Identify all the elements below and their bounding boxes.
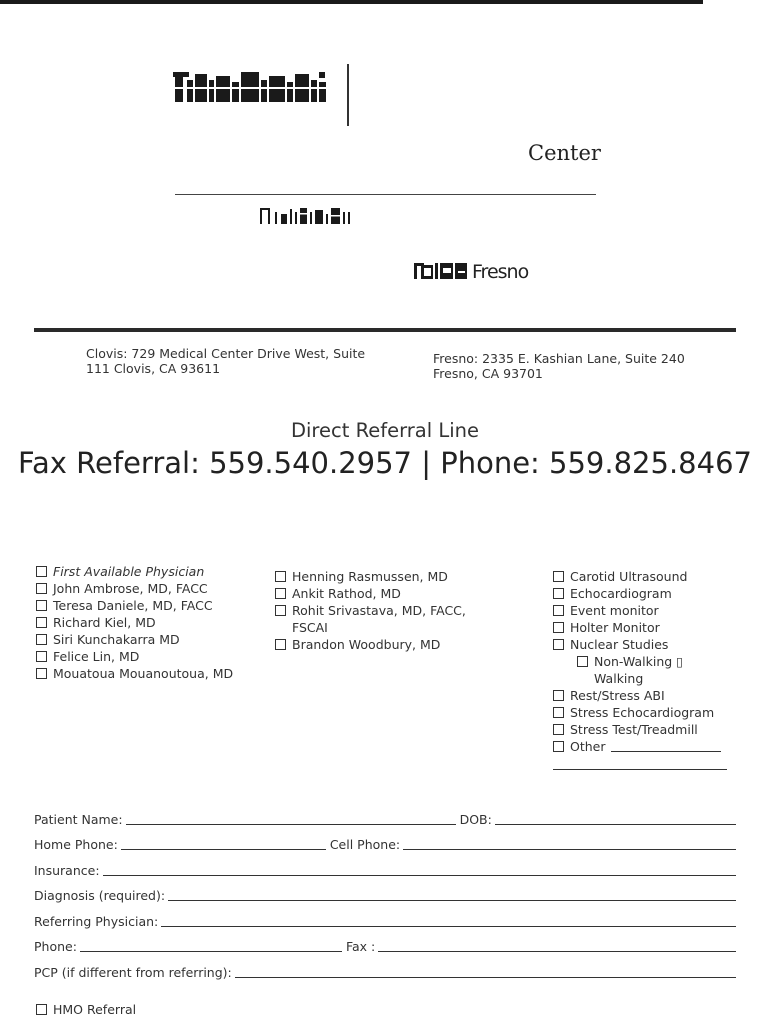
fax-line[interactable]	[378, 940, 736, 952]
checkbox[interactable]	[553, 571, 564, 582]
test-label: Rest/Stress ABI	[570, 688, 665, 703]
top-rule	[0, 0, 703, 4]
checkbox[interactable]	[553, 741, 564, 752]
checkbox[interactable]	[553, 622, 564, 633]
logo-fresno-text: Fresno	[472, 261, 529, 283]
test-option-other[interactable]	[553, 738, 743, 755]
divider-vertical	[347, 64, 349, 126]
cell-phone-line[interactable]	[403, 838, 736, 850]
physician-option[interactable]	[36, 563, 236, 580]
hmo-referral-label: HMO Referral	[53, 1002, 137, 1017]
physician-option[interactable]	[275, 636, 475, 653]
test-label: Stress Echocardiogram	[570, 705, 715, 720]
other-blank-line[interactable]	[553, 759, 727, 770]
fresno-address: Fresno: 2335 E. Kashian Lane, Suite 240 Fresno, CA 93701	[433, 351, 685, 381]
physician-label: John Ambrose, MD, FACC	[53, 581, 208, 596]
checkbox[interactable]	[553, 605, 564, 616]
test-label: Holter Monitor	[570, 620, 660, 635]
physician-label: Mouatoua Mouanoutoua, MD	[53, 666, 234, 681]
logo-mark-glyph	[413, 262, 469, 280]
diagnosis-line[interactable]	[168, 889, 736, 901]
test-list	[553, 568, 743, 770]
field-row-pcp	[34, 954, 736, 980]
checkbox[interactable]	[36, 651, 47, 662]
test-option[interactable]	[553, 568, 743, 585]
checkbox[interactable]	[553, 707, 564, 718]
physician-label: Henning Rasmussen, MD	[292, 569, 448, 584]
checkbox[interactable]	[36, 600, 47, 611]
checkbox[interactable]	[275, 571, 286, 582]
patient-name-label: Patient Name:	[34, 811, 123, 827]
dob-line[interactable]	[495, 813, 736, 825]
header-rule	[34, 328, 736, 332]
test-label: Other	[570, 739, 606, 754]
test-option[interactable]	[553, 721, 743, 738]
insurance-line[interactable]	[103, 864, 736, 876]
field-row-phones	[34, 827, 736, 853]
hmo-referral-option[interactable]	[36, 1001, 136, 1018]
logo-center-word: Center	[528, 141, 601, 165]
physician-option[interactable]	[275, 568, 475, 585]
home-phone-line[interactable]	[121, 838, 326, 850]
nuclear-sub-label: Non-Walking ▯ Walking	[594, 654, 684, 686]
test-option[interactable]	[553, 619, 743, 636]
checkbox[interactable]	[275, 605, 286, 616]
field-row-insurance	[34, 852, 736, 878]
logo-rule	[175, 194, 596, 195]
checkbox[interactable]	[36, 583, 47, 594]
field-row-patient	[34, 801, 736, 827]
pcp-line[interactable]	[235, 966, 736, 978]
physician-option[interactable]	[36, 614, 236, 631]
physician-option[interactable]	[36, 597, 236, 614]
diagnosis-label: Diagnosis (required):	[34, 888, 166, 903]
checkbox[interactable]	[553, 690, 564, 701]
physician-label: Ankit Rathod, MD	[292, 586, 401, 601]
physician-option[interactable]	[36, 631, 236, 648]
physician-option[interactable]	[36, 665, 236, 682]
physician-label: Rohit Srivastava, MD, FACC, FSCAI	[292, 603, 466, 635]
other-blank[interactable]	[611, 738, 721, 752]
physician-option[interactable]	[36, 580, 236, 597]
checkbox[interactable]	[275, 639, 286, 650]
test-option[interactable]	[553, 636, 743, 653]
physician-label: Siri Kunchakarra MD	[53, 632, 180, 647]
checkbox[interactable]	[36, 634, 47, 645]
field-row-phone-fax	[34, 929, 736, 955]
physician-option[interactable]	[275, 585, 475, 602]
physician-label: First Available Physician	[53, 564, 205, 579]
test-option[interactable]	[553, 704, 743, 721]
fax-phone-line: Fax Referral: 559.540.2957 | Phone: 559.825.8467	[18, 446, 752, 480]
pcp-label: PCP (if different from referring):	[34, 964, 232, 980]
test-label: Event monitor	[570, 603, 659, 618]
checkbox[interactable]	[36, 1004, 47, 1015]
test-label: Stress Test/Treadmill	[570, 722, 698, 737]
test-label: Echocardiogram	[570, 586, 672, 601]
home-phone-label: Home Phone:	[34, 837, 118, 852]
physician-label: Teresa Daniele, MD, FACC	[53, 598, 213, 613]
fax-label: Fax :	[345, 939, 376, 954]
physician-label: Felice Lin, MD	[53, 649, 140, 664]
checkbox[interactable]	[275, 588, 286, 599]
physician-list-2	[275, 568, 475, 653]
checkbox[interactable]	[553, 639, 564, 650]
dob-label: DOB:	[459, 811, 492, 827]
test-option[interactable]	[553, 602, 743, 619]
logo-wordmark	[173, 70, 333, 106]
patient-name-line[interactable]	[126, 813, 456, 825]
direct-referral-heading: Direct Referral Line	[290, 419, 479, 442]
physician-label: Richard Kiel, MD	[53, 615, 156, 630]
test-label: Carotid Ultrasound	[570, 569, 688, 584]
test-label: Nuclear Studies	[570, 637, 669, 652]
test-option[interactable]	[553, 585, 743, 602]
patient-fields	[34, 801, 736, 980]
physician-list-1	[36, 563, 236, 682]
field-row-referring	[34, 903, 736, 929]
field-row-diagnosis	[34, 878, 736, 904]
clovis-address: Clovis: 729 Medical Center Drive West, Suite 111 Clovis, CA 93611	[86, 346, 366, 376]
cell-phone-label: Cell Phone:	[329, 837, 401, 852]
physician-label: Brandon Woodbury, MD	[292, 637, 441, 652]
checkbox[interactable]	[36, 617, 47, 628]
checkbox[interactable]	[36, 668, 47, 679]
referring-physician-label: Referring Physician:	[34, 913, 159, 929]
nuclear-suboption[interactable]	[553, 653, 743, 687]
physician-option[interactable]	[36, 648, 236, 665]
phone-line[interactable]	[80, 940, 342, 952]
checkbox[interactable]	[553, 724, 564, 735]
physician-option[interactable]	[275, 602, 475, 636]
referring-physician-line[interactable]	[161, 915, 736, 927]
checkbox[interactable]	[553, 588, 564, 599]
phone-label: Phone:	[34, 939, 77, 954]
test-option[interactable]	[553, 687, 743, 704]
logo-subtitle	[259, 206, 361, 226]
insurance-label: Insurance:	[34, 862, 100, 878]
checkbox[interactable]	[36, 566, 47, 577]
checkbox[interactable]	[577, 656, 588, 667]
